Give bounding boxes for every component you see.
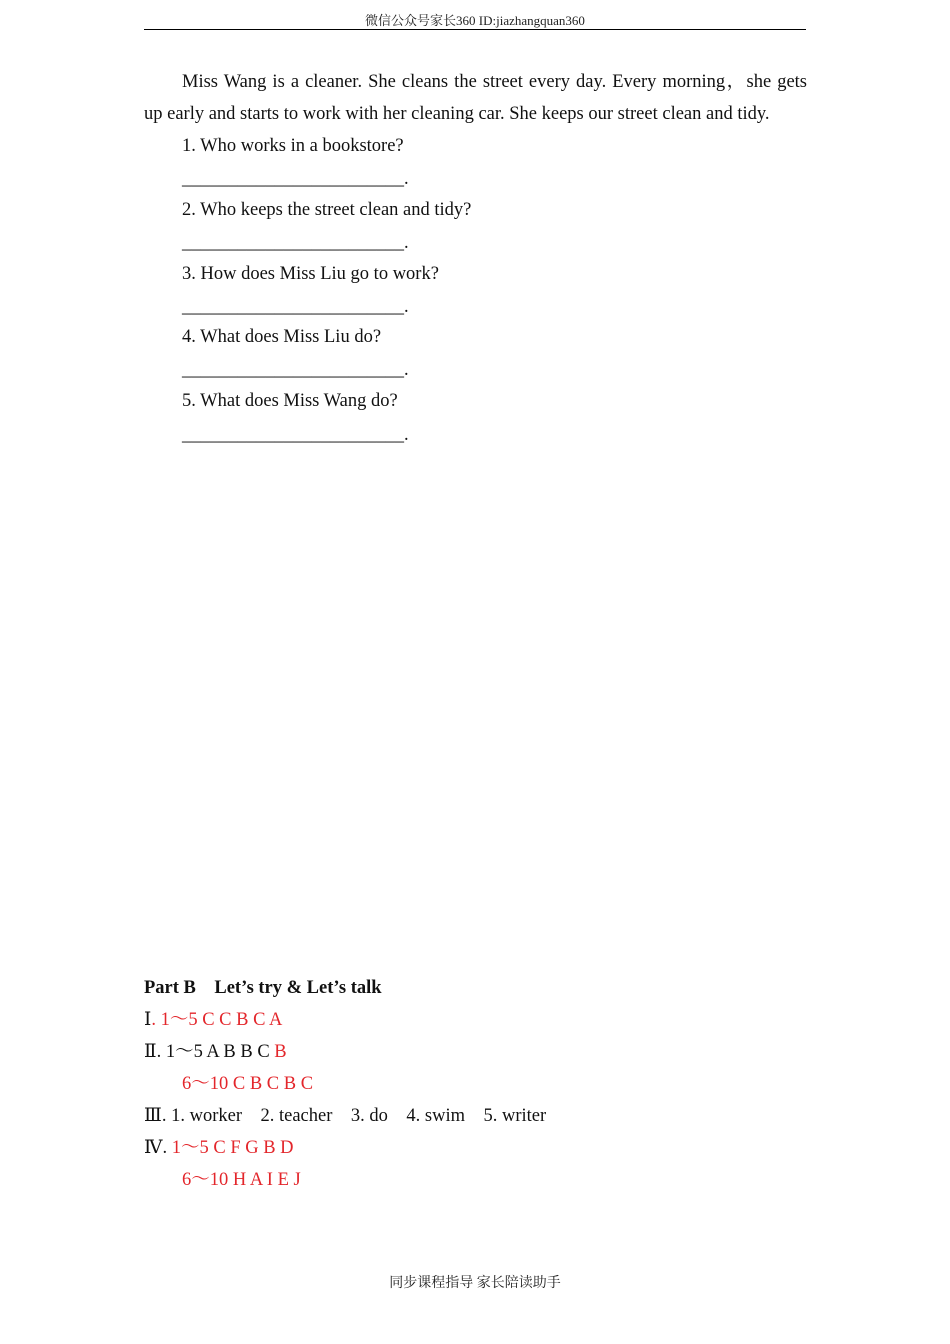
answer-blank-3: ________________________. (182, 297, 409, 317)
answer-blank-5: ________________________. (182, 425, 409, 445)
section-dot: . (151, 1010, 156, 1030)
answer-row-4 (144, 1136, 294, 1160)
answer-text: 1～5 A B B C (161, 1042, 275, 1062)
question-3: 3. How does Miss Liu go to work? (182, 264, 439, 284)
section-number: Ⅳ (144, 1138, 163, 1158)
answer-text: 1～5 C C B C A (155, 1010, 283, 1030)
page-footer: 同步课程指导 家长陪读助手 (389, 1276, 561, 1291)
question-5: 5. What does Miss Wang do? (182, 391, 398, 411)
answer-row-1 (144, 1008, 282, 1032)
question-1: 1. Who works in a bookstore? (182, 136, 404, 156)
answer-blank-4: ________________________. (182, 360, 409, 380)
answer-row-2 (144, 1040, 287, 1064)
section-dot: . (162, 1138, 168, 1158)
answer-text: 1～5 C F G B D (167, 1138, 294, 1158)
question-4: 4. What does Miss Liu do? (182, 327, 382, 347)
answer-blank-2: ________________________. (182, 233, 409, 253)
answer-text: 1. worker 2. teacher 3. do 4. swim 5. writer (166, 1106, 547, 1126)
answer-row-3 (144, 1104, 546, 1128)
section-dot: . (156, 1042, 162, 1062)
answer-row-2-line-2: 6～10 C B C B C (182, 1074, 314, 1094)
reading-passage: Miss Wang is a cleaner. She cleans the street every day. Every morning，she gets up early and starts to work with her cleaning car. She keeps our street clean and tidy. (144, 72, 807, 124)
page-header: 微信公众号家长360 ID:jiazhangquan360 (144, 10, 806, 30)
answer-section-title: Part B Let’s try & Let’s talk (144, 978, 382, 998)
section-dot: . (161, 1106, 167, 1126)
answer-blank-1: ________________________. (182, 169, 409, 189)
section-number: Ⅲ (144, 1106, 162, 1126)
question-2: 2. Who keeps the street clean and tidy? (182, 200, 472, 220)
answer-text-highlight: B (274, 1042, 287, 1062)
section-number: Ⅱ (144, 1042, 157, 1062)
answer-row-4-line-2: 6～10 H A I E J (182, 1170, 301, 1190)
section-number: Ⅰ (144, 1010, 152, 1030)
